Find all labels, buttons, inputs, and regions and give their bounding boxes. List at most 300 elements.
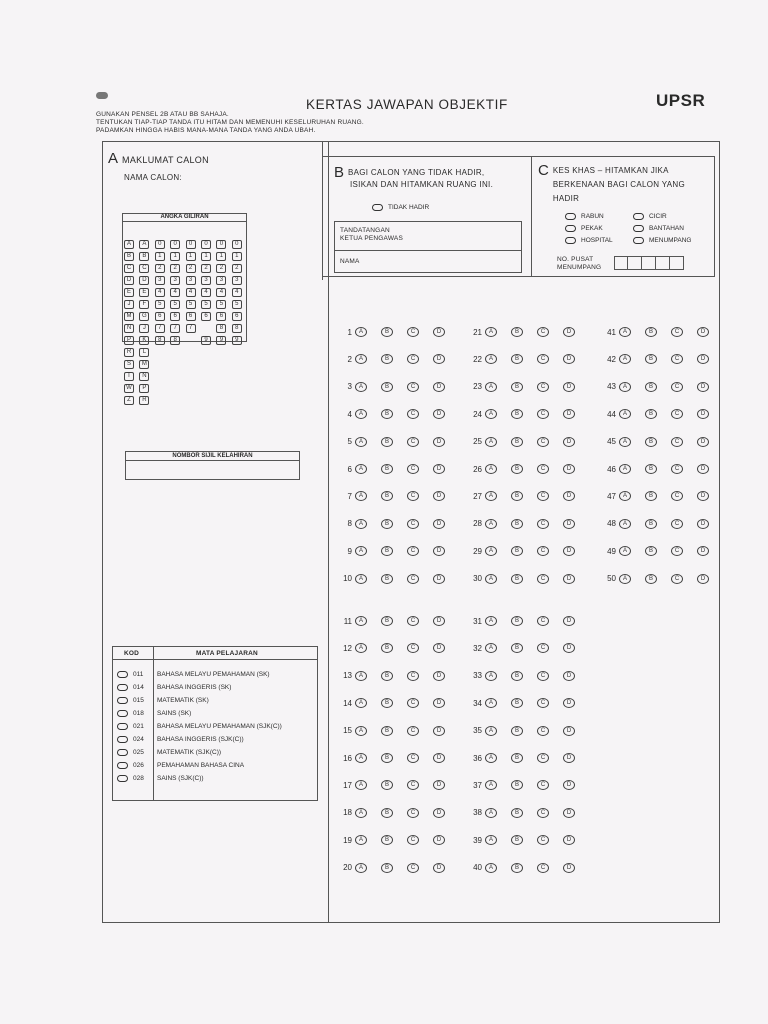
answer-bubble[interactable]: A xyxy=(355,616,367,626)
answer-bubble[interactable]: B xyxy=(381,464,393,474)
pusat-digit-box[interactable] xyxy=(614,256,628,270)
answer-bubble[interactable]: C xyxy=(537,409,549,419)
giliran-bubble[interactable]: 9 xyxy=(216,336,226,345)
answer-bubble[interactable]: B xyxy=(381,671,393,681)
answer-bubble[interactable]: D xyxy=(433,519,445,529)
answer-bubble[interactable]: D xyxy=(697,437,709,447)
answer-bubble[interactable]: A xyxy=(355,753,367,763)
answer-bubble[interactable]: B xyxy=(381,780,393,790)
giliran-bubble[interactable]: N xyxy=(124,324,134,333)
answer-bubble[interactable]: A xyxy=(485,437,497,447)
giliran-bubble[interactable]: T xyxy=(124,372,134,381)
giliran-bubble[interactable]: C xyxy=(124,264,134,273)
answer-bubble[interactable]: C xyxy=(537,835,549,845)
answer-bubble[interactable]: D xyxy=(563,464,575,474)
pusat-digit-box[interactable] xyxy=(642,256,656,270)
option-cicir[interactable] xyxy=(633,210,713,222)
giliran-bubble[interactable]: 1 xyxy=(232,252,242,261)
giliran-bubble[interactable]: 4 xyxy=(201,288,211,297)
answer-bubble[interactable]: C xyxy=(407,698,419,708)
giliran-bubble[interactable]: 1 xyxy=(201,252,211,261)
answer-bubble[interactable]: B xyxy=(381,808,393,818)
answer-bubble[interactable]: C xyxy=(537,546,549,556)
answer-bubble[interactable]: A xyxy=(485,835,497,845)
pusat-digit-box[interactable] xyxy=(656,256,670,270)
answer-bubble[interactable]: C xyxy=(537,354,549,364)
answer-bubble[interactable]: A xyxy=(355,409,367,419)
subject-oval[interactable] xyxy=(117,671,128,678)
answer-bubble[interactable]: A xyxy=(355,698,367,708)
answer-bubble[interactable]: C xyxy=(407,409,419,419)
answer-bubble[interactable]: D xyxy=(433,464,445,474)
answer-bubble[interactable]: D xyxy=(563,780,575,790)
answer-bubble[interactable]: D xyxy=(697,354,709,364)
answer-bubble[interactable]: A xyxy=(619,382,631,392)
pusat-digit-box[interactable] xyxy=(628,256,642,270)
answer-bubble[interactable]: C xyxy=(671,327,683,337)
answer-bubble[interactable]: B xyxy=(381,863,393,873)
tidak-hadir-oval[interactable] xyxy=(372,204,383,211)
answer-bubble[interactable]: B xyxy=(511,863,523,873)
answer-bubble[interactable]: C xyxy=(537,671,549,681)
giliran-bubble[interactable]: M xyxy=(124,312,134,321)
answer-bubble[interactable]: D xyxy=(697,519,709,529)
answer-bubble[interactable]: A xyxy=(355,464,367,474)
giliran-bubble[interactable]: 3 xyxy=(186,276,196,285)
answer-bubble[interactable]: D xyxy=(433,616,445,626)
answer-bubble[interactable]: D xyxy=(433,835,445,845)
answer-bubble[interactable]: B xyxy=(511,327,523,337)
answer-bubble[interactable]: B xyxy=(381,546,393,556)
answer-bubble[interactable]: A xyxy=(355,437,367,447)
giliran-bubble[interactable]: 7 xyxy=(186,324,196,333)
answer-bubble[interactable]: B xyxy=(645,437,657,447)
giliran-bubble[interactable]: 7 xyxy=(170,324,180,333)
menumpang-oval[interactable] xyxy=(633,237,644,244)
giliran-bubble[interactable]: 3 xyxy=(170,276,180,285)
answer-bubble[interactable]: B xyxy=(381,519,393,529)
giliran-bubble[interactable]: 1 xyxy=(186,252,196,261)
subject-oval[interactable] xyxy=(117,723,128,730)
subject-row[interactable] xyxy=(117,668,317,681)
answer-bubble[interactable]: A xyxy=(355,863,367,873)
pekak-oval[interactable] xyxy=(565,225,576,232)
answer-bubble[interactable]: D xyxy=(697,574,709,584)
answer-bubble[interactable]: B xyxy=(511,780,523,790)
answer-bubble[interactable]: A xyxy=(485,726,497,736)
answer-bubble[interactable]: A xyxy=(619,354,631,364)
answer-bubble[interactable]: A xyxy=(485,671,497,681)
answer-bubble[interactable]: A xyxy=(355,519,367,529)
answer-bubble[interactable]: D xyxy=(563,409,575,419)
giliran-bubble[interactable]: J xyxy=(139,324,149,333)
answer-bubble[interactable]: D xyxy=(563,753,575,763)
giliran-bubble[interactable]: M xyxy=(139,360,149,369)
giliran-bubble[interactable]: 6 xyxy=(216,312,226,321)
answer-bubble[interactable]: A xyxy=(619,491,631,501)
answer-bubble[interactable]: C xyxy=(407,464,419,474)
subject-row[interactable] xyxy=(117,733,317,746)
answer-bubble[interactable]: A xyxy=(355,643,367,653)
answer-bubble[interactable]: C xyxy=(537,574,549,584)
answer-bubble[interactable]: D xyxy=(433,327,445,337)
answer-bubble[interactable]: C xyxy=(407,519,419,529)
giliran-bubble[interactable]: E xyxy=(124,288,134,297)
giliran-bubble[interactable]: 4 xyxy=(186,288,196,297)
giliran-bubble[interactable]: 3 xyxy=(232,276,242,285)
giliran-bubble[interactable]: 8 xyxy=(170,336,180,345)
answer-bubble[interactable]: C xyxy=(537,327,549,337)
giliran-bubble[interactable]: 8 xyxy=(232,324,242,333)
answer-bubble[interactable]: C xyxy=(537,616,549,626)
subject-row[interactable] xyxy=(117,720,317,733)
giliran-bubble[interactable]: 1 xyxy=(155,252,165,261)
answer-bubble[interactable]: A xyxy=(485,519,497,529)
option-hospital[interactable] xyxy=(565,234,633,246)
giliran-bubble[interactable]: E xyxy=(139,288,149,297)
answer-bubble[interactable]: B xyxy=(381,437,393,447)
answer-bubble[interactable]: C xyxy=(537,808,549,818)
answer-bubble[interactable]: D xyxy=(563,671,575,681)
answer-bubble[interactable]: D xyxy=(563,437,575,447)
answer-bubble[interactable]: B xyxy=(381,643,393,653)
answer-bubble[interactable]: A xyxy=(619,464,631,474)
answer-bubble[interactable]: C xyxy=(537,780,549,790)
answer-bubble[interactable]: A xyxy=(355,382,367,392)
answer-bubble[interactable]: B xyxy=(511,753,523,763)
answer-bubble[interactable]: D xyxy=(563,643,575,653)
answer-bubble[interactable]: B xyxy=(645,327,657,337)
giliran-bubble[interactable]: 2 xyxy=(186,264,196,273)
answer-bubble[interactable]: A xyxy=(485,574,497,584)
subject-row[interactable] xyxy=(117,681,317,694)
option-pekak[interactable] xyxy=(565,222,633,234)
answer-bubble[interactable]: A xyxy=(485,464,497,474)
answer-bubble[interactable]: D xyxy=(433,808,445,818)
answer-bubble[interactable]: C xyxy=(407,726,419,736)
giliran-bubble[interactable]: J xyxy=(124,300,134,309)
giliran-bubble[interactable]: 5 xyxy=(155,300,165,309)
answer-bubble[interactable]: C xyxy=(537,382,549,392)
subject-oval[interactable] xyxy=(117,736,128,743)
giliran-bubble[interactable]: 9 xyxy=(201,336,211,345)
answer-bubble[interactable]: C xyxy=(407,835,419,845)
answer-bubble[interactable]: B xyxy=(511,616,523,626)
answer-bubble[interactable]: A xyxy=(355,546,367,556)
answer-bubble[interactable]: D xyxy=(563,382,575,392)
answer-bubble[interactable]: A xyxy=(619,327,631,337)
bantahan-oval[interactable] xyxy=(633,225,644,232)
answer-bubble[interactable]: D xyxy=(697,464,709,474)
giliran-bubble[interactable]: 2 xyxy=(201,264,211,273)
answer-bubble[interactable]: D xyxy=(433,354,445,364)
answer-bubble[interactable]: B xyxy=(645,546,657,556)
answer-bubble[interactable]: C xyxy=(407,753,419,763)
hospital-oval[interactable] xyxy=(565,237,576,244)
answer-bubble[interactable]: A xyxy=(485,409,497,419)
answer-bubble[interactable]: B xyxy=(511,491,523,501)
answer-bubble[interactable]: B xyxy=(645,354,657,364)
giliran-bubble[interactable]: P xyxy=(124,336,134,345)
giliran-bubble[interactable]: 0 xyxy=(186,240,196,249)
answer-bubble[interactable]: C xyxy=(671,354,683,364)
answer-bubble[interactable]: C xyxy=(407,327,419,337)
giliran-bubble[interactable]: C xyxy=(139,264,149,273)
answer-bubble[interactable]: A xyxy=(485,382,497,392)
giliran-bubble[interactable]: 2 xyxy=(170,264,180,273)
cicir-oval[interactable] xyxy=(633,213,644,220)
giliran-bubble[interactable]: B xyxy=(139,252,149,261)
answer-bubble[interactable]: C xyxy=(407,491,419,501)
answer-bubble[interactable]: B xyxy=(645,519,657,529)
giliran-bubble[interactable]: 6 xyxy=(186,312,196,321)
answer-bubble[interactable]: B xyxy=(381,574,393,584)
answer-bubble[interactable]: C xyxy=(537,698,549,708)
answer-bubble[interactable]: C xyxy=(537,753,549,763)
answer-bubble[interactable]: D xyxy=(433,698,445,708)
answer-bubble[interactable]: B xyxy=(381,616,393,626)
answer-bubble[interactable]: C xyxy=(537,863,549,873)
giliran-bubble[interactable]: 6 xyxy=(155,312,165,321)
answer-bubble[interactable]: D xyxy=(563,726,575,736)
answer-bubble[interactable]: C xyxy=(671,546,683,556)
answer-bubble[interactable]: D xyxy=(563,546,575,556)
answer-bubble[interactable]: D xyxy=(563,574,575,584)
giliran-bubble[interactable]: A xyxy=(139,240,149,249)
option-bantahan[interactable] xyxy=(633,222,713,234)
giliran-bubble[interactable]: 0 xyxy=(216,240,226,249)
answer-bubble[interactable]: B xyxy=(511,382,523,392)
giliran-bubble[interactable]: 5 xyxy=(216,300,226,309)
answer-bubble[interactable]: A xyxy=(619,437,631,447)
answer-bubble[interactable]: A xyxy=(355,354,367,364)
answer-bubble[interactable]: C xyxy=(671,382,683,392)
giliran-bubble[interactable]: 0 xyxy=(170,240,180,249)
answer-bubble[interactable]: C xyxy=(407,354,419,364)
giliran-bubble[interactable]: 8 xyxy=(155,336,165,345)
answer-bubble[interactable]: A xyxy=(355,780,367,790)
answer-bubble[interactable]: C xyxy=(407,382,419,392)
answer-bubble[interactable]: A xyxy=(485,327,497,337)
answer-bubble[interactable]: D xyxy=(433,780,445,790)
answer-bubble[interactable]: C xyxy=(671,574,683,584)
answer-bubble[interactable]: D xyxy=(433,753,445,763)
answer-bubble[interactable]: B xyxy=(381,698,393,708)
answer-bubble[interactable]: A xyxy=(355,574,367,584)
giliran-bubble[interactable]: 9 xyxy=(232,336,242,345)
subject-oval[interactable] xyxy=(117,684,128,691)
giliran-bubble[interactable]: 2 xyxy=(155,264,165,273)
answer-bubble[interactable]: A xyxy=(485,546,497,556)
answer-bubble[interactable]: B xyxy=(511,698,523,708)
answer-bubble[interactable]: C xyxy=(407,643,419,653)
answer-bubble[interactable]: B xyxy=(511,808,523,818)
answer-bubble[interactable]: C xyxy=(407,574,419,584)
giliran-bubble[interactable]: D xyxy=(124,276,134,285)
answer-bubble[interactable]: C xyxy=(671,409,683,419)
answer-bubble[interactable]: C xyxy=(537,726,549,736)
answer-bubble[interactable]: C xyxy=(671,437,683,447)
answer-bubble[interactable]: D xyxy=(563,519,575,529)
answer-bubble[interactable]: A xyxy=(355,491,367,501)
giliran-bubble[interactable]: 6 xyxy=(201,312,211,321)
answer-bubble[interactable]: D xyxy=(433,491,445,501)
answer-bubble[interactable]: C xyxy=(537,519,549,529)
answer-bubble[interactable]: D xyxy=(563,863,575,873)
answer-bubble[interactable]: D xyxy=(563,616,575,626)
answer-bubble[interactable]: C xyxy=(407,437,419,447)
giliran-bubble[interactable]: R xyxy=(139,396,149,405)
giliran-bubble[interactable]: A xyxy=(124,240,134,249)
answer-bubble[interactable]: B xyxy=(511,354,523,364)
answer-bubble[interactable]: A xyxy=(619,546,631,556)
answer-bubble[interactable]: D xyxy=(433,409,445,419)
answer-bubble[interactable]: C xyxy=(537,643,549,653)
giliran-bubble[interactable]: 6 xyxy=(232,312,242,321)
giliran-bubble[interactable]: 5 xyxy=(170,300,180,309)
answer-bubble[interactable]: B xyxy=(381,354,393,364)
answer-bubble[interactable]: B xyxy=(381,726,393,736)
giliran-bubble[interactable]: 7 xyxy=(155,324,165,333)
subject-row[interactable] xyxy=(117,694,317,707)
answer-bubble[interactable]: C xyxy=(671,464,683,474)
answer-bubble[interactable]: B xyxy=(511,643,523,653)
answer-bubble[interactable]: D xyxy=(563,698,575,708)
answer-bubble[interactable]: D xyxy=(697,382,709,392)
answer-bubble[interactable]: D xyxy=(563,835,575,845)
answer-bubble[interactable]: B xyxy=(511,519,523,529)
giliran-bubble[interactable]: 0 xyxy=(155,240,165,249)
answer-bubble[interactable]: C xyxy=(537,464,549,474)
answer-bubble[interactable]: D xyxy=(433,863,445,873)
answer-bubble[interactable]: A xyxy=(619,519,631,529)
giliran-bubble[interactable]: K xyxy=(139,336,149,345)
answer-bubble[interactable]: A xyxy=(485,780,497,790)
answer-bubble[interactable]: B xyxy=(645,409,657,419)
giliran-bubble[interactable]: 0 xyxy=(232,240,242,249)
answer-bubble[interactable]: A xyxy=(485,753,497,763)
subject-row[interactable] xyxy=(117,772,317,785)
pusat-digit-box[interactable] xyxy=(670,256,684,270)
answer-bubble[interactable]: A xyxy=(619,574,631,584)
giliran-bubble[interactable]: Z xyxy=(124,396,134,405)
subject-oval[interactable] xyxy=(117,749,128,756)
answer-bubble[interactable]: C xyxy=(671,491,683,501)
answer-bubble[interactable]: B xyxy=(645,382,657,392)
giliran-bubble[interactable]: 2 xyxy=(232,264,242,273)
answer-bubble[interactable]: B xyxy=(381,753,393,763)
giliran-bubble[interactable]: 4 xyxy=(232,288,242,297)
subject-oval[interactable] xyxy=(117,775,128,782)
answer-bubble[interactable]: D xyxy=(563,327,575,337)
answer-bubble[interactable]: B xyxy=(511,546,523,556)
giliran-bubble[interactable]: 4 xyxy=(170,288,180,297)
answer-bubble[interactable]: B xyxy=(645,464,657,474)
answer-bubble[interactable]: A xyxy=(355,835,367,845)
no-pusat-boxes[interactable] xyxy=(614,256,684,270)
giliran-bubble[interactable]: B xyxy=(124,252,134,261)
giliran-bubble[interactable]: D xyxy=(139,276,149,285)
answer-bubble[interactable]: B xyxy=(511,464,523,474)
giliran-bubble[interactable]: 0 xyxy=(201,240,211,249)
answer-bubble[interactable]: C xyxy=(407,780,419,790)
giliran-bubble[interactable]: 5 xyxy=(201,300,211,309)
giliran-bubble[interactable]: 2 xyxy=(216,264,226,273)
giliran-bubble[interactable]: 4 xyxy=(155,288,165,297)
answer-bubble[interactable]: B xyxy=(511,574,523,584)
giliran-bubble[interactable]: P xyxy=(139,384,149,393)
giliran-bubble[interactable]: 3 xyxy=(201,276,211,285)
subject-row[interactable] xyxy=(117,746,317,759)
answer-bubble[interactable]: B xyxy=(511,835,523,845)
answer-bubble[interactable]: A xyxy=(485,863,497,873)
answer-bubble[interactable]: D xyxy=(433,546,445,556)
answer-bubble[interactable]: D xyxy=(697,327,709,337)
answer-bubble[interactable]: D xyxy=(563,808,575,818)
giliran-bubble[interactable]: 3 xyxy=(216,276,226,285)
answer-bubble[interactable]: C xyxy=(407,671,419,681)
giliran-bubble[interactable]: R xyxy=(124,348,134,357)
answer-bubble[interactable]: B xyxy=(511,437,523,447)
answer-bubble[interactable]: A xyxy=(355,327,367,337)
answer-bubble[interactable]: D xyxy=(563,491,575,501)
answer-bubble[interactable]: C xyxy=(407,808,419,818)
subject-row[interactable] xyxy=(117,707,317,720)
giliran-bubble[interactable]: S xyxy=(124,360,134,369)
answer-bubble[interactable]: A xyxy=(485,698,497,708)
answer-bubble[interactable]: C xyxy=(407,863,419,873)
answer-bubble[interactable]: D xyxy=(433,437,445,447)
answer-bubble[interactable]: B xyxy=(511,671,523,681)
option-menumpang[interactable] xyxy=(633,234,713,246)
nombor-sijil-input[interactable] xyxy=(125,460,300,480)
giliran-bubble[interactable]: 3 xyxy=(155,276,165,285)
giliran-bubble[interactable]: 6 xyxy=(170,312,180,321)
answer-bubble[interactable]: A xyxy=(485,808,497,818)
answer-bubble[interactable]: B xyxy=(381,835,393,845)
option-rabun[interactable] xyxy=(565,210,633,222)
subject-oval[interactable] xyxy=(117,762,128,769)
giliran-bubble[interactable]: 1 xyxy=(170,252,180,261)
answer-bubble[interactable]: B xyxy=(645,574,657,584)
subject-oval[interactable] xyxy=(117,697,128,704)
answer-bubble[interactable]: D xyxy=(433,643,445,653)
subject-row[interactable] xyxy=(117,759,317,772)
answer-bubble[interactable]: B xyxy=(511,409,523,419)
answer-bubble[interactable]: C xyxy=(671,519,683,529)
answer-bubble[interactable]: B xyxy=(381,409,393,419)
giliran-bubble[interactable]: G xyxy=(139,312,149,321)
answer-bubble[interactable]: A xyxy=(485,616,497,626)
answer-bubble[interactable]: D xyxy=(697,491,709,501)
answer-bubble[interactable]: D xyxy=(697,546,709,556)
rabun-oval[interactable] xyxy=(565,213,576,220)
answer-bubble[interactable]: A xyxy=(485,354,497,364)
giliran-bubble[interactable]: L xyxy=(139,348,149,357)
answer-bubble[interactable]: D xyxy=(433,382,445,392)
answer-bubble[interactable]: B xyxy=(381,382,393,392)
answer-bubble[interactable]: C xyxy=(407,546,419,556)
answer-bubble[interactable]: B xyxy=(645,491,657,501)
answer-bubble[interactable]: A xyxy=(355,671,367,681)
giliran-bubble[interactable]: F xyxy=(139,300,149,309)
subject-oval[interactable] xyxy=(117,710,128,717)
answer-bubble[interactable]: B xyxy=(381,491,393,501)
answer-bubble[interactable]: A xyxy=(355,808,367,818)
answer-bubble[interactable]: B xyxy=(381,327,393,337)
answer-bubble[interactable]: D xyxy=(433,726,445,736)
answer-bubble[interactable]: A xyxy=(355,726,367,736)
